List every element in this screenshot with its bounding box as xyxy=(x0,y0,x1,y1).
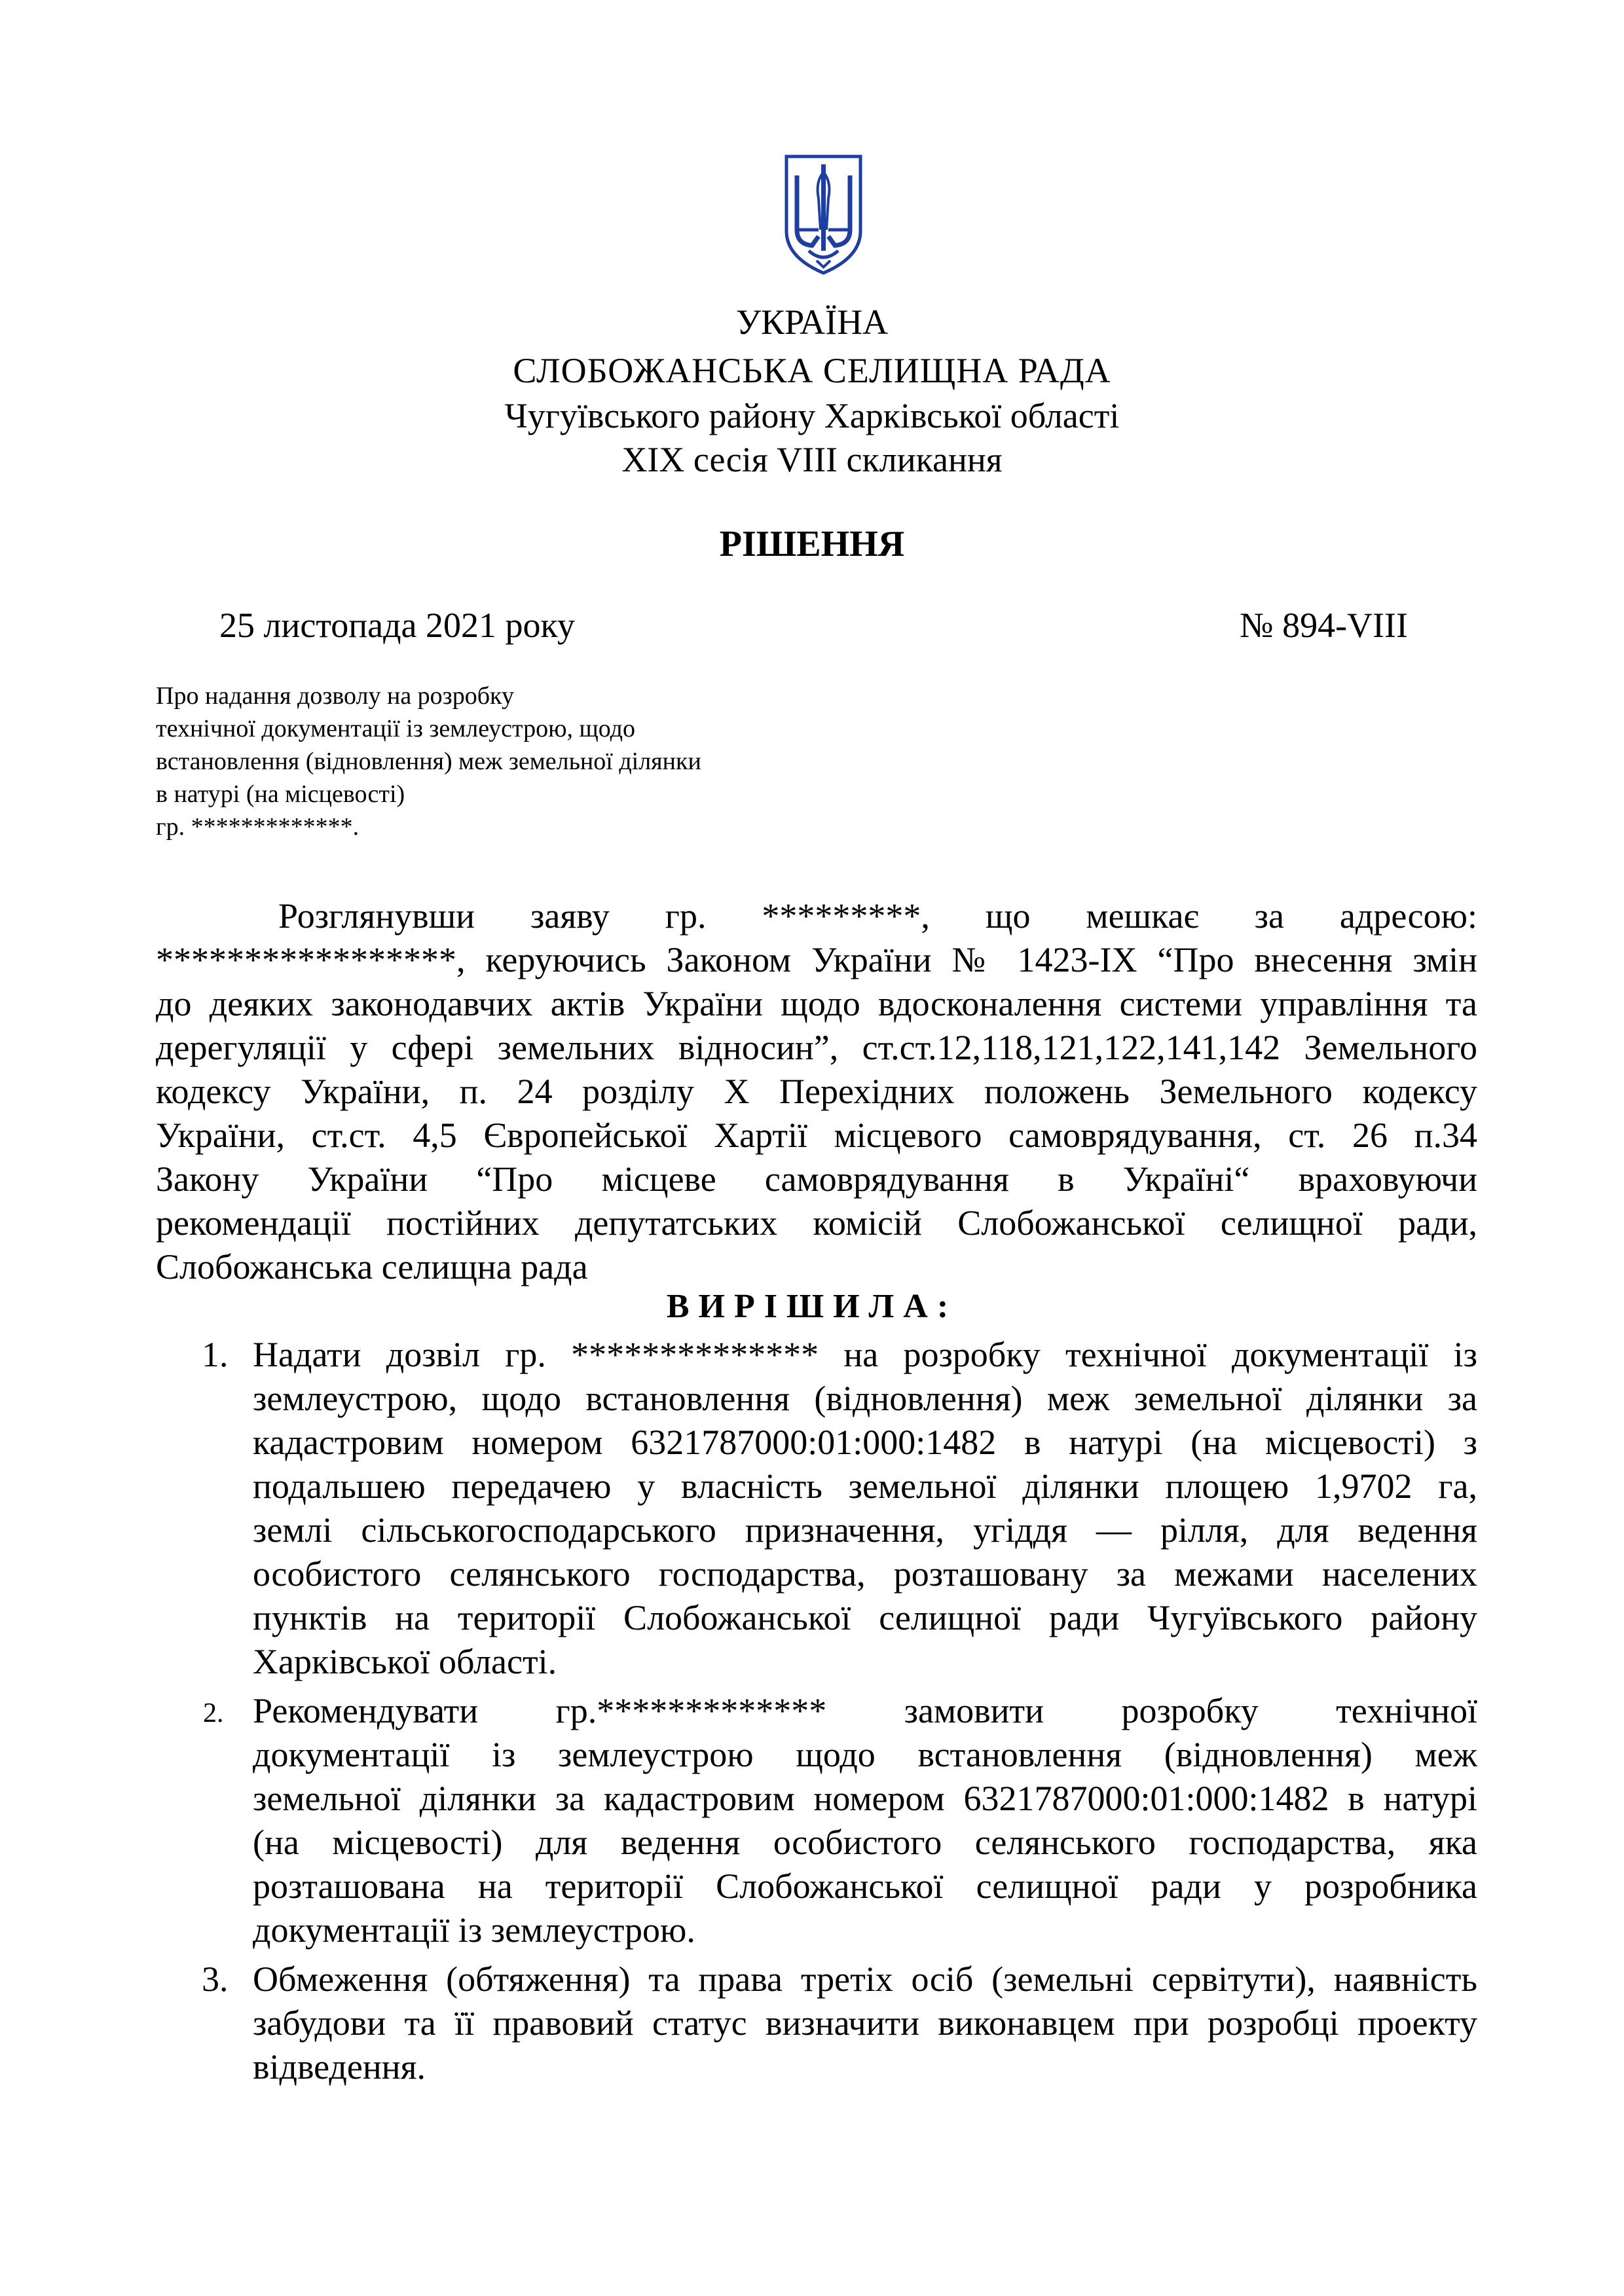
item-line: розташована на території Слобожанської селищної ради у розробника xyxy=(253,1867,1477,1906)
item-line: подальшею передачею у власність земельної ділянки площею 1,9702 га, xyxy=(253,1467,1477,1506)
subject-line: технічної документації із землеустрою, щодо xyxy=(156,715,635,742)
item-line: земельної ділянки за кадастровим номером 6321787000:01:000:1482 в натурі xyxy=(253,1779,1477,1818)
subject-line: гр. *************. xyxy=(156,813,360,841)
item-line: Надати дозвіл гр. ************** на розробку технічної документації із xyxy=(253,1335,1477,1374)
preamble-line: *****************, керуючись Законом України № 1423-IX “Про внесення змін xyxy=(156,940,1477,979)
item-line: документації із землеустрою щодо встановлення (відновлення) меж xyxy=(253,1735,1477,1774)
item-line: землі сільськогосподарського призначення, угіддя — рілля, для ведення xyxy=(253,1510,1477,1550)
item-number: 2. xyxy=(203,1698,224,1728)
list-item xyxy=(156,1958,1477,2089)
subject-line: встановлення (відновлення) меж земельної ділянки xyxy=(156,748,701,775)
item-number: 1. xyxy=(202,1335,229,1374)
item-line: Рекомендувати гр.************* замовити розробку технічної xyxy=(253,1691,1477,1730)
decision-number: № 894-VIII xyxy=(1240,606,1408,645)
decision-date: 25 листопада 2021 року xyxy=(219,606,575,645)
item-line: забудови та її правовий статус визначити виконавцем при розробці проекту xyxy=(253,2003,1477,2043)
item-line: документації із землеустрою. xyxy=(253,1910,695,1950)
item-line: землеустрою, щодо встановлення (відновлення) меж земельної ділянки за xyxy=(253,1379,1477,1418)
header-country: УКРАЇНА xyxy=(735,302,889,342)
document-title: РІШЕННЯ xyxy=(719,524,905,564)
item-line: пунктів на території Слобожанської селищної ради Чугуївського району xyxy=(253,1598,1477,1637)
subject-line: в натурі (на місцевості) xyxy=(156,780,405,808)
preamble-line: кодексу України, п. 24 розділу X Перехідних положень Земельного кодексу xyxy=(156,1072,1477,1111)
preamble-line: Розглянувши заяву гр. *********, що мешкає за адресою: xyxy=(278,896,1477,936)
preamble-line: до деяких законодавчих актів України щодо вдосконалення системи управління та xyxy=(156,984,1477,1023)
header-council: СЛОБОЖАНСЬКА СЕЛИЩНА РАДА xyxy=(513,351,1111,390)
decision-subject xyxy=(156,680,876,843)
ukraine-trident-emblem-icon xyxy=(783,153,864,277)
preamble-line: Закону України “Про місцеве самоврядування в Україні“ враховуючи xyxy=(156,1159,1477,1199)
preamble-line: Слобожанська селищна рада xyxy=(156,1247,588,1286)
item-line: Обмеження (обтяження) та права третіх осіб (земельні сервітути), наявність xyxy=(253,1959,1477,1999)
subject-line: Про надання дозволу на розробку xyxy=(156,682,514,710)
list-item xyxy=(156,1333,1477,1684)
decided-heading: ВИРІШИЛА: xyxy=(666,1288,958,1325)
header-session: XIX сесія VIII скликання xyxy=(621,440,1003,479)
item-line: кадастровим номером 6321787000:01:000:1482 в натурі (на місцевості) з xyxy=(253,1423,1477,1462)
preamble-line: дерегуляції у сфері земельних відносин”, ст.ст.12,118,121,122,141,142 Земельного xyxy=(156,1028,1477,1067)
decision-items-list xyxy=(156,1333,1477,2094)
item-number: 3. xyxy=(202,1959,229,1999)
preamble-line: рекомендації постійних депутатських комісій Слобожанської селищної ради, xyxy=(156,1203,1477,1243)
preamble-paragraph xyxy=(156,894,1477,1289)
list-item xyxy=(156,1689,1477,1952)
item-line: (на місцевості) для ведення особистого селянського господарства, яка xyxy=(253,1823,1477,1862)
item-line: відведення. xyxy=(253,2047,426,2086)
header-district: Чугуївського району Харківської області xyxy=(504,396,1120,435)
item-line: Харківської області. xyxy=(253,1642,557,1681)
preamble-line: України, ст.ст. 4,5 Європейської Хартії місцевого самоврядування, ст. 26 п.34 xyxy=(156,1116,1477,1155)
item-line: особистого селянського господарства, розташовану за межами населених xyxy=(253,1554,1477,1594)
